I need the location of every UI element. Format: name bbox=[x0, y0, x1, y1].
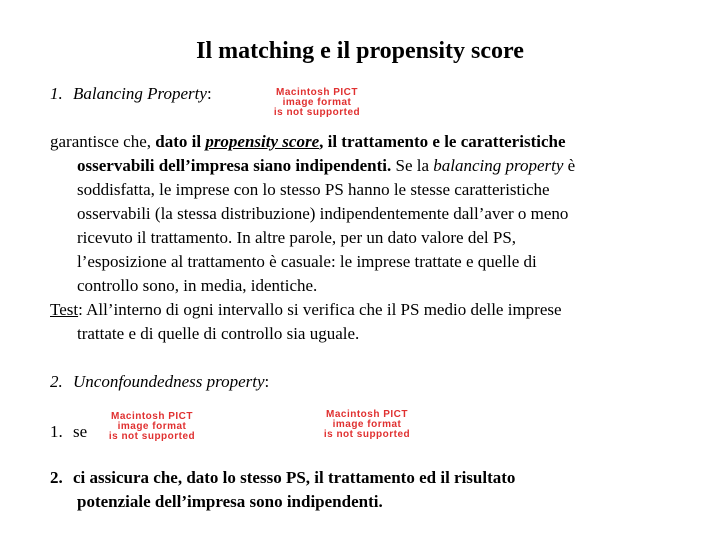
placeholder-line: Macintosh PICT bbox=[325, 409, 408, 420]
sub-item bbox=[50, 466, 515, 490]
item-number: 1. bbox=[50, 84, 63, 103]
unsupported-image-placeholder bbox=[88, 412, 216, 442]
placeholder-line: Macintosh PICT bbox=[110, 411, 193, 422]
sub-item bbox=[50, 420, 87, 444]
test-text: : All’interno di ogni intervallo si verifica che il PS medio delle imprese bbox=[78, 300, 562, 319]
unsupported-image-placeholder bbox=[252, 88, 382, 118]
paragraph-emphasis: propensity score bbox=[205, 132, 320, 151]
placeholder-line: image format bbox=[332, 419, 402, 430]
sub-item-continuation: potenziale dell’impresa sono indipendenti. bbox=[77, 492, 383, 511]
paragraph-emphasis: dato il bbox=[155, 132, 206, 151]
test-line bbox=[50, 298, 562, 322]
item-unconfoundedness-property bbox=[50, 370, 269, 394]
paragraph-line: controllo sono, in media, identiche. bbox=[77, 276, 318, 295]
unsupported-image-placeholder bbox=[284, 410, 450, 440]
paragraph-emphasis: , il trattamento e le caratteristiche bbox=[319, 132, 566, 151]
placeholder-line: image format bbox=[282, 97, 352, 108]
sub-item-number: 2. bbox=[50, 468, 63, 487]
placeholder-line: image format bbox=[117, 421, 187, 432]
item-label: Balancing Property bbox=[73, 84, 207, 103]
paragraph-text: garantisce che, bbox=[50, 132, 156, 151]
item-colon: : bbox=[206, 84, 212, 103]
paragraph-line bbox=[50, 130, 566, 154]
paragraph-text: è bbox=[563, 156, 576, 175]
paragraph-line: osservabili (la stessa distribuzione) indipendentemente dall’aver o meno bbox=[77, 204, 569, 223]
item-number: 2. bbox=[50, 372, 63, 391]
placeholder-line: Macintosh PICT bbox=[275, 87, 358, 98]
page-title: Il matching e il propensity score bbox=[196, 38, 524, 64]
sub-item-text: se bbox=[73, 422, 88, 441]
paragraph-line: ricevuto il trattamento. In altre parole, per un dato valore del PS, bbox=[77, 228, 517, 247]
test-line: trattate e di quelle di controllo sia uguale. bbox=[77, 324, 360, 343]
test-label: Test bbox=[50, 300, 79, 319]
paragraph-emphasis: osservabili dell’impresa siano indipendenti. bbox=[77, 156, 392, 175]
placeholder-line: is not supported bbox=[323, 429, 411, 440]
paragraph-line bbox=[77, 154, 575, 178]
placeholder-line: is not supported bbox=[108, 431, 196, 442]
item-balancing-property bbox=[50, 82, 212, 106]
sub-item-text: ci assicura che, dato lo stesso PS, il trattamento ed il risultato bbox=[73, 468, 516, 487]
item-colon: : bbox=[264, 372, 270, 391]
sub-item-number: 1. bbox=[50, 422, 63, 441]
paragraph-italic: balancing property bbox=[433, 156, 564, 175]
paragraph-line: soddisfatta, le imprese con lo stesso PS hanno le stesse caratteristiche bbox=[77, 180, 550, 199]
item-label: Unconfoundedness property bbox=[73, 372, 265, 391]
paragraph-text: Se la bbox=[391, 156, 434, 175]
paragraph-line: l’esposizione al trattamento è casuale: le imprese trattate e quelle di bbox=[77, 252, 537, 271]
placeholder-line: is not supported bbox=[273, 107, 361, 118]
